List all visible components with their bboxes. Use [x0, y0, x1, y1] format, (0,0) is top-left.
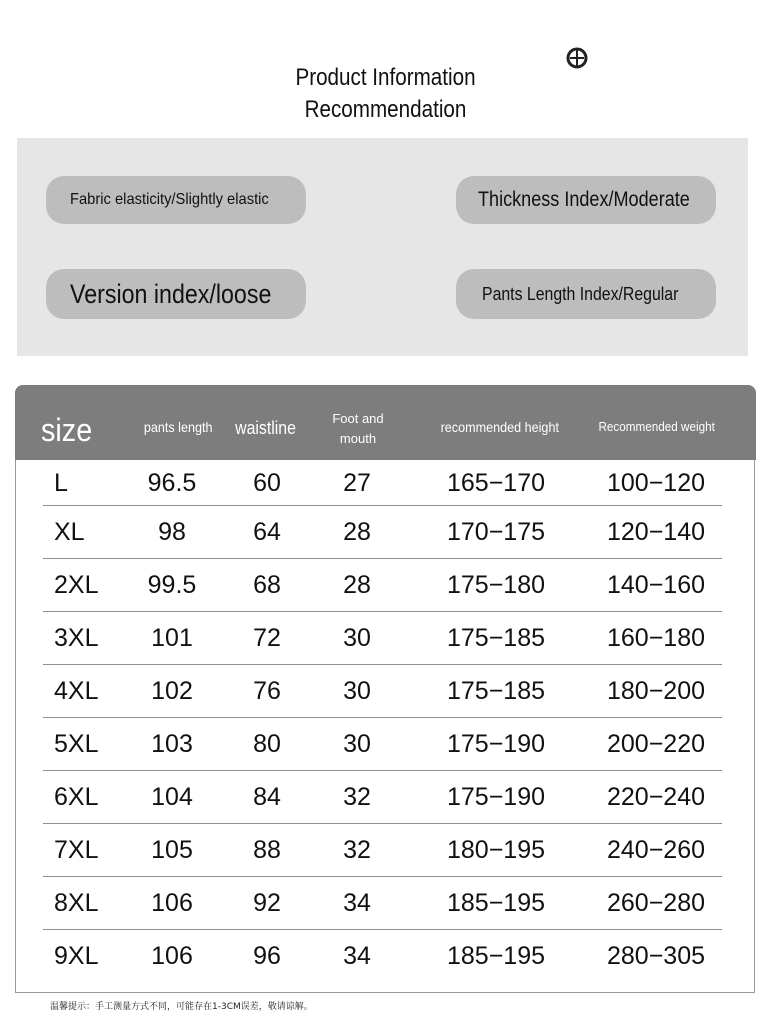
size-cell: 8XL	[54, 889, 99, 917]
waistline-cell: 68	[253, 571, 281, 599]
recommended-height-cell: 185−195	[446, 942, 546, 970]
size-cell: XL	[54, 518, 85, 546]
size-cell: 2XL	[54, 571, 99, 599]
waistline-cell: 60	[253, 468, 281, 497]
pants-length-cell: 99.5	[147, 571, 197, 599]
pants-length-cell: 103	[151, 730, 193, 758]
waistline-cell: 96	[253, 942, 281, 970]
foot-mouth-cell: 30	[343, 730, 371, 758]
measurement-note: 温馨提示：手工测量方式不同，可能存在1-3CM误差，敬请谅解。	[50, 1002, 313, 1012]
pants-length-index-badge: Pants Length Index/Regular	[456, 269, 716, 319]
size-cell: 4XL	[54, 677, 99, 705]
size-cell: 5XL	[54, 730, 99, 758]
table-row	[16, 877, 756, 930]
title-line-2: Recommendation	[304, 96, 467, 123]
size-cell: 9XL	[54, 942, 99, 970]
waistline-cell: 76	[253, 677, 281, 705]
recommended-height-cell: 185−195	[446, 889, 546, 917]
foot-mouth-cell: 34	[343, 889, 371, 917]
pants-length-cell: 98	[158, 518, 186, 546]
waistline-cell: 84	[253, 783, 281, 811]
table-body	[16, 460, 756, 983]
table-row	[16, 612, 756, 665]
foot-mouth-cell: 30	[343, 677, 371, 705]
recommended-height-cell: 170−175	[446, 518, 546, 546]
recommended-weight-cell: 140−160	[606, 571, 706, 599]
recommended-weight-cell: 180−200	[606, 677, 706, 705]
recommended-height-cell: 175−185	[446, 677, 546, 705]
waistline-cell: 92	[253, 889, 281, 917]
table-row	[16, 665, 756, 718]
foot-mouth-cell: 28	[343, 571, 371, 599]
recommended-height-cell: 175−190	[446, 783, 546, 811]
recommended-weight-cell: 100−120	[606, 468, 706, 497]
recommended-weight-cell: 280−305	[606, 942, 706, 970]
foot-mouth-cell: 32	[343, 783, 371, 811]
recommended-weight-cell: 120−140	[606, 518, 706, 546]
table-row	[16, 824, 756, 877]
waistline-cell: 80	[253, 730, 281, 758]
brand-logo-icon	[560, 44, 594, 78]
recommended-height-cell: 175−180	[446, 571, 546, 599]
table-row	[16, 559, 756, 612]
foot-mouth-cell: 30	[343, 624, 371, 652]
size-cell: 3XL	[54, 624, 99, 652]
fabric-elasticity-badge: Fabric elasticity/Slightly elastic	[46, 176, 306, 224]
column-header-recommended-weight: Recommended weight	[598, 419, 716, 434]
recommended-height-cell: 175−185	[446, 624, 546, 652]
table-header	[15, 385, 756, 460]
recommended-weight-cell: 240−260	[606, 836, 706, 864]
foot-mouth-cell: 28	[343, 518, 371, 546]
product-attributes-panel	[17, 138, 748, 356]
recommended-weight-cell: 200−220	[606, 730, 706, 758]
recommended-weight-cell: 220−240	[606, 783, 706, 811]
waistline-cell: 88	[253, 836, 281, 864]
table-row	[16, 771, 756, 824]
foot-mouth-cell: 32	[343, 836, 371, 864]
size-cell: L	[54, 468, 68, 497]
page-title	[54, 62, 717, 126]
column-header-recommended-height: recommended height	[440, 418, 560, 435]
title-line-1: Product Information	[295, 64, 476, 91]
waistline-cell: 64	[253, 518, 281, 546]
recommended-weight-cell: 260−280	[606, 889, 706, 917]
recommended-height-cell: 165−170	[446, 468, 546, 497]
table-row	[16, 930, 756, 983]
recommended-weight-cell: 160−180	[606, 624, 706, 652]
pants-length-cell: 101	[151, 624, 193, 652]
size-cell: 7XL	[54, 836, 99, 864]
pants-length-cell: 105	[151, 836, 193, 864]
column-header-foot-mouth: Foot and mouth	[332, 410, 384, 446]
pants-length-cell: 106	[151, 889, 193, 917]
foot-mouth-cell: 34	[343, 942, 371, 970]
pants-length-cell: 102	[151, 677, 193, 705]
table-row	[16, 460, 756, 506]
size-cell: 6XL	[54, 783, 99, 811]
size-chart-table	[15, 385, 755, 993]
recommended-height-cell: 175−190	[446, 730, 546, 758]
column-header-size: size	[41, 412, 93, 448]
pants-length-cell: 96.5	[147, 468, 197, 497]
foot-mouth-cell: 27	[343, 468, 371, 497]
pants-length-cell: 106	[151, 942, 193, 970]
table-row	[16, 506, 756, 559]
column-header-pants-length: pants length	[143, 418, 213, 435]
thickness-index-badge: Thickness Index/Moderate	[456, 176, 716, 224]
pants-length-cell: 104	[151, 783, 193, 811]
table-row	[16, 718, 756, 771]
column-header-waistline: waistline	[235, 418, 297, 438]
recommended-height-cell: 180−195	[446, 836, 546, 864]
version-index-badge: Version index/loose	[46, 269, 306, 319]
waistline-cell: 72	[253, 624, 281, 652]
